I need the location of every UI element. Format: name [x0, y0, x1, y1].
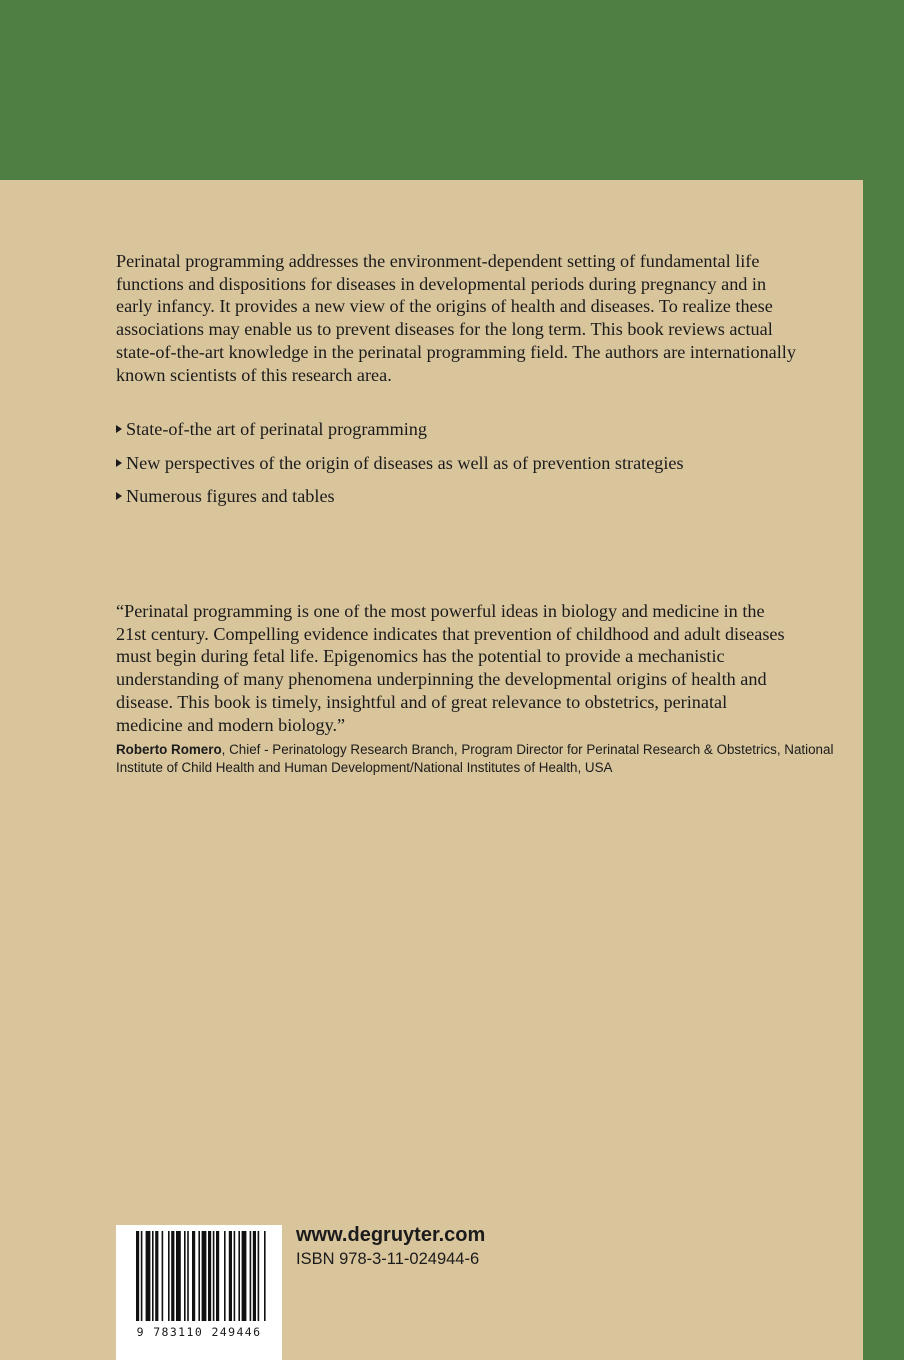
barcode-bar: [198, 1231, 200, 1321]
list-item: [116, 452, 816, 474]
barcode-bar: [213, 1231, 215, 1321]
barcode-bar: [242, 1231, 247, 1321]
barcode-bar: [171, 1231, 174, 1321]
isbn: ISBN 978-3-11-024944-6: [296, 1250, 480, 1268]
triangle-bullet-icon: [116, 425, 122, 433]
barcode-bar: [168, 1231, 170, 1321]
barcode-bar: [202, 1231, 207, 1321]
barcode-digits: 9 783110 249446: [136, 1325, 262, 1339]
endorser-name: Roberto Romero: [116, 742, 222, 757]
endorsement-quote: “Perinatal programming is one of the most powerful ideas in biology and medicine in the 21st century. Compelling evidence indicates that prevention of childhood and adult diseases must begin during fetal life. Epigenomics has the potential to provide a mechanistic understanding of many phenomena underpinning the developmental origins of health and disease. This book is timely, insightful and of great relevance to obstetrics, perinatal medicine and modern biology.”: [116, 601, 785, 735]
feature-text: State-of-the art of perinatal programming: [126, 419, 427, 439]
list-item: [116, 485, 816, 507]
feature-text: New perspectives of the origin of diseases as well as of prevention strategies: [126, 452, 684, 473]
barcode-bar: [216, 1231, 219, 1321]
barcode-bar: [152, 1231, 154, 1321]
barcode-bar: [258, 1231, 260, 1321]
list-item: [116, 418, 816, 440]
barcode-bar: [141, 1231, 143, 1321]
publisher-website[interactable]: www.degruyter.com: [296, 1224, 486, 1246]
barcode-bar: [208, 1231, 211, 1321]
triangle-bullet-icon: [116, 459, 122, 467]
triangle-bullet-icon: [116, 492, 122, 500]
barcode-bar: [224, 1231, 226, 1321]
cover-spine-band: [863, 180, 904, 1360]
barcode-bar: [176, 1231, 181, 1321]
barcode-bar: [136, 1231, 139, 1321]
barcode-bar: [229, 1231, 232, 1321]
barcode-bar: [184, 1231, 186, 1321]
barcode-bar: [162, 1231, 164, 1321]
barcode-bar: [264, 1231, 266, 1321]
feature-list: [116, 418, 816, 519]
barcode-bar: [155, 1231, 158, 1321]
barcode-bar: [234, 1231, 236, 1321]
barcode-bar: [250, 1231, 252, 1321]
quote-attribution: [116, 741, 836, 776]
barcode-bar: [146, 1231, 151, 1321]
cover-top-band: [0, 0, 904, 180]
barcode-bar: [253, 1231, 256, 1321]
barcode: [116, 1225, 282, 1360]
barcode-bar: [238, 1231, 240, 1321]
barcode-bar: [192, 1231, 195, 1321]
feature-text: Numerous figures and tables: [126, 486, 335, 506]
book-description: Perinatal programming addresses the environment-dependent setting of fundamental life functions and dispositions for diseases in developmental periods during pregnancy and in early infancy. It provides a new view of the origins of health and diseases. To realize these associations may enable us to prevent diseases for the long term. This book reviews actual state-of-the-art knowledge in the perinatal programming field. The authors are internationally known scientists of this research area.: [116, 251, 796, 385]
barcode-icon: [116, 1225, 282, 1325]
barcode-bar: [187, 1231, 189, 1321]
endorser-title: , Chief - Perinatology Research Branch, Program Director for Perinatal Research & Obstetrics, National Institute of Child Health and Human Development/National Institutes of Health, USA: [116, 742, 834, 775]
